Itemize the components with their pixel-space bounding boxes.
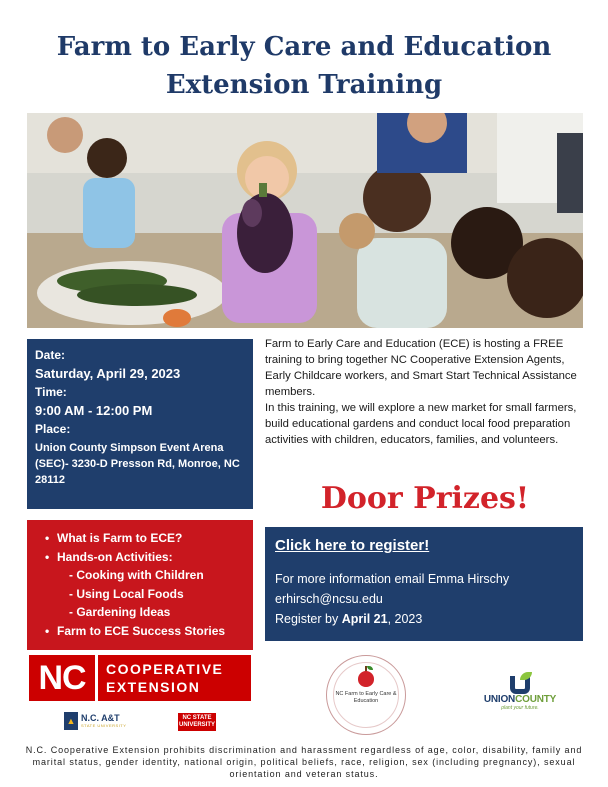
nc-mark: NC — [38, 658, 86, 697]
extension-line-1: COOPERATIVE — [106, 661, 224, 677]
topic-subitem: - Using Local Foods — [69, 586, 184, 601]
nc-aandt-logo — [64, 712, 126, 730]
aandt-shield-icon: ▲ — [64, 712, 78, 730]
register-box — [265, 527, 583, 641]
farm-to-ece-seal-logo — [326, 655, 406, 735]
register-deadline — [275, 609, 573, 629]
description-paragraph-2: In this training, we will explore a new market for small farmers, build educational gardens and conduct local food preparation activities with children, educators, families, and volunteers. — [265, 402, 577, 446]
contact-email[interactable]: erhirsch@ncsu.edu — [275, 592, 383, 606]
union-county-logo — [480, 672, 560, 711]
topic-item: • Farm to ECE Success Stories — [45, 622, 247, 641]
topic-subitem: - Gardening Ideas — [69, 605, 171, 619]
time-label: Time: — [35, 385, 67, 399]
title-line-1: Farm to Early Care and Education — [56, 32, 552, 62]
apple-icon — [358, 671, 374, 687]
aandt-name: N.C. A&T — [81, 713, 120, 723]
union-tagline: plant your future. — [501, 705, 539, 711]
ncstate-line-2: UNIVERSITY — [178, 722, 215, 728]
union-u-icon — [507, 672, 533, 694]
place-label: Place: — [35, 422, 71, 436]
aandt-wordmark — [81, 714, 126, 728]
nc-state-logo — [178, 713, 216, 731]
deadline-date: April 21 — [341, 612, 388, 626]
deadline-prefix: Register by — [275, 612, 342, 626]
topic-item: • What is Farm to ECE? — [45, 529, 247, 548]
nondiscrimination-statement: N.C. Cooperative Extension prohibits discrimination and harassment regardless of age, color, disability, family and marital status, gender identity, national origin, political beliefs, race, religion, sex (including pregnancy), sexual orientation and veteran status. — [25, 745, 583, 779]
register-link[interactable]: Click here to register! — [275, 537, 430, 554]
extension-line-2: EXTENSION — [106, 679, 201, 695]
union-name-b: COUNTY — [515, 694, 557, 705]
extension-wordmark — [95, 655, 251, 701]
nc-cooperative-extension-logo — [29, 655, 251, 701]
time-value: 9:00 AM - 12:00 PM — [35, 403, 153, 418]
event-details-box — [27, 339, 253, 509]
place-value: Union County Simpson Event Arena (SEC)- 3230-D Presson Rd, Monroe, NC 28112 — [35, 442, 240, 486]
topics-list — [45, 529, 247, 640]
contact-info: For more information email Emma Hirschy — [275, 572, 510, 586]
apple-leaf-icon — [367, 666, 373, 670]
union-name-a: UNION — [483, 694, 516, 705]
date-value: Saturday, April 29, 2023 — [35, 366, 181, 381]
topic-subitem: - Cooking with Children — [69, 568, 204, 582]
description-paragraph-1: Farm to Early Care and Education (ECE) is hosting a FREE training to bring together NC Cooperative Extension Agents, Early Childcare workers, and Smart Start Technical Assistance members. — [265, 338, 577, 398]
children-eggplant-photo — [27, 113, 583, 328]
aandt-sub: STATE UNIVERSITY — [81, 723, 127, 728]
date-label: Date: — [35, 348, 66, 362]
title-line-2: Extension Training — [165, 70, 443, 100]
seal-text: NC Farm to Early Care & Education — [335, 691, 397, 704]
topics-box — [27, 520, 253, 650]
flyer-title — [0, 28, 608, 104]
event-description — [265, 336, 587, 448]
union-county-name — [480, 694, 560, 705]
door-prizes-heading: Door Prizes! — [320, 481, 530, 516]
topic-item: • Hands-on Activities: — [45, 548, 247, 567]
deadline-year: , 2023 — [387, 612, 423, 626]
ncstate-line-1: NC STATE — [182, 715, 212, 721]
